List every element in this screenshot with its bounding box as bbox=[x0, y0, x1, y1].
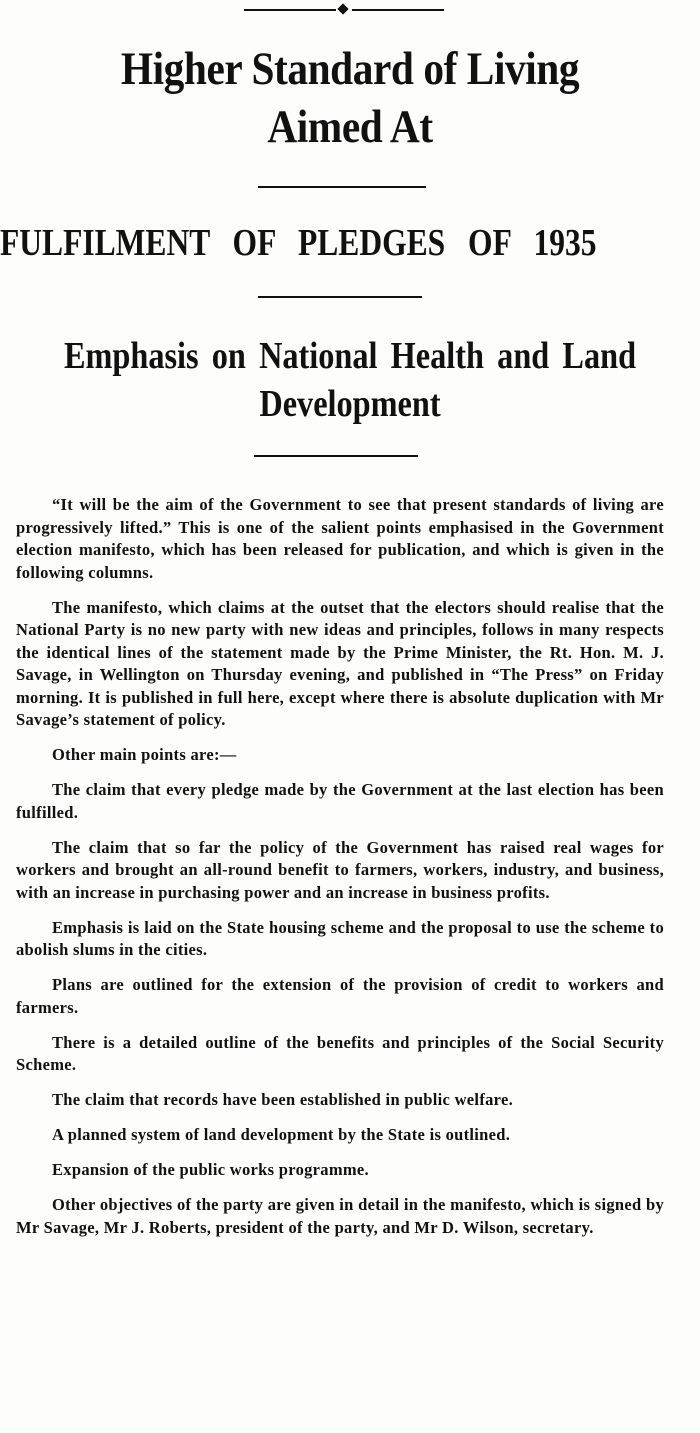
divider-rule bbox=[258, 186, 426, 188]
article-paragraph: Other main points are:— bbox=[52, 745, 237, 764]
headline-line-1: Higher Standard of Living bbox=[120, 43, 580, 95]
article-paragraph: Expansion of the public works programme. bbox=[52, 1160, 369, 1179]
article-paragraph: The claim that records have been established in public welfare. bbox=[52, 1090, 514, 1109]
article-paragraph: Emphasis is laid on the State housing scheme and the proposal to use the scheme to abolish slums in the cities. bbox=[16, 917, 664, 959]
article-paragraph: “It will be the aim of the Government to see that present standards of living are progressively lifted.” This is one of the salient points emphasised in the Government election manifesto, which has been released for publication, and which is given in the following columns. bbox=[16, 495, 664, 582]
top-diamond-rule bbox=[244, 4, 444, 16]
article-paragraph: The manifesto, which claims at the outset that the electors should realise that the National Party is no new party with new ideas and principles, follows in many respects the identical lines of the statement made by the Prime Minister, the Rt. Hon. M. J. Savage, in Wellington on Thursday evening, and published in “The Press” on Friday morning. It is published in full here, except where there is absolute duplication with Mr Savage’s statement of policy. bbox=[16, 597, 664, 729]
subheadline-emphasis bbox=[53, 332, 648, 428]
subheadline-line-1: Emphasis on National Health and Land bbox=[63, 335, 637, 377]
article-paragraph: The claim that so far the policy of the Government has raised real wages for workers and brought an all-round benefit to farmers, workers, industry, and business, with an increase in purchasing power and an increase in business profits. bbox=[16, 837, 664, 902]
divider-rule bbox=[258, 296, 422, 298]
article-body bbox=[16, 494, 664, 1251]
subheadline-fulfilment: FULFILMENT OF PLEDGES OF 1935 bbox=[0, 222, 597, 264]
headline-line-2: Aimed At bbox=[267, 101, 433, 153]
subheadline-line-2: Development bbox=[259, 383, 441, 425]
article-paragraph: The claim that every pledge made by the Government at the last election has been fulfilled. bbox=[16, 780, 664, 822]
article-paragraph: A planned system of land development by the State is outlined. bbox=[52, 1125, 511, 1144]
diamond-ornament bbox=[337, 3, 348, 14]
article-paragraph: Plans are outlined for the extension of the provision of credit to workers and farmers. bbox=[16, 975, 664, 1017]
divider-rule bbox=[254, 455, 418, 457]
article-paragraph: Other objectives of the party are given in detail in the manifesto, which is signed by Mr Savage, Mr J. Roberts, president of the party, and Mr D. Wilson, secretary. bbox=[16, 1195, 664, 1237]
headline bbox=[42, 40, 658, 156]
article-paragraph: There is a detailed outline of the benefits and principles of the Social Security Scheme. bbox=[16, 1032, 664, 1074]
